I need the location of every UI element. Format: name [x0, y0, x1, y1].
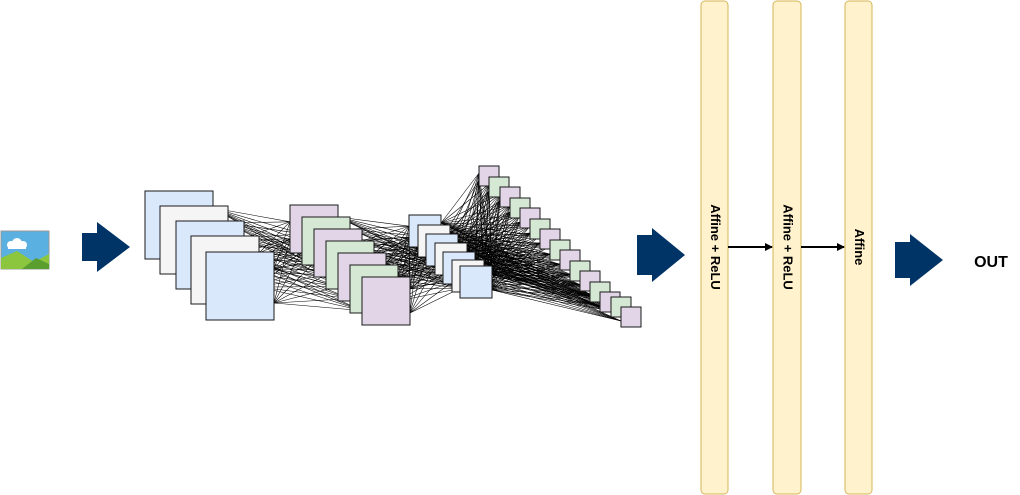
feature-map [460, 266, 492, 298]
fc-layer-2 [773, 1, 801, 494]
arrow-fc-to-out [895, 234, 943, 286]
fc-layer-3-label: Affine [852, 228, 868, 266]
feature-map [621, 307, 641, 327]
conv4-feature-maps [479, 166, 641, 327]
input-image-icon [1, 231, 49, 269]
feature-map [362, 277, 410, 325]
connection-line [274, 303, 362, 311]
feature-map [206, 252, 274, 320]
fc-layer-2-label: Affine + ReLU [780, 204, 796, 290]
conv1-feature-maps [145, 191, 274, 320]
connection-line [441, 173, 479, 223]
arrow-conv-to-fc [637, 228, 685, 282]
conv2-feature-maps [290, 205, 410, 325]
connection-line [410, 282, 452, 313]
output-label: OUT [974, 254, 1008, 272]
fc-layer-3 [845, 1, 872, 494]
fc-layer-1-label: Affine + ReLU [708, 204, 724, 290]
fc-layer-1 [701, 1, 728, 494]
arrow-input-to-conv [82, 222, 130, 272]
